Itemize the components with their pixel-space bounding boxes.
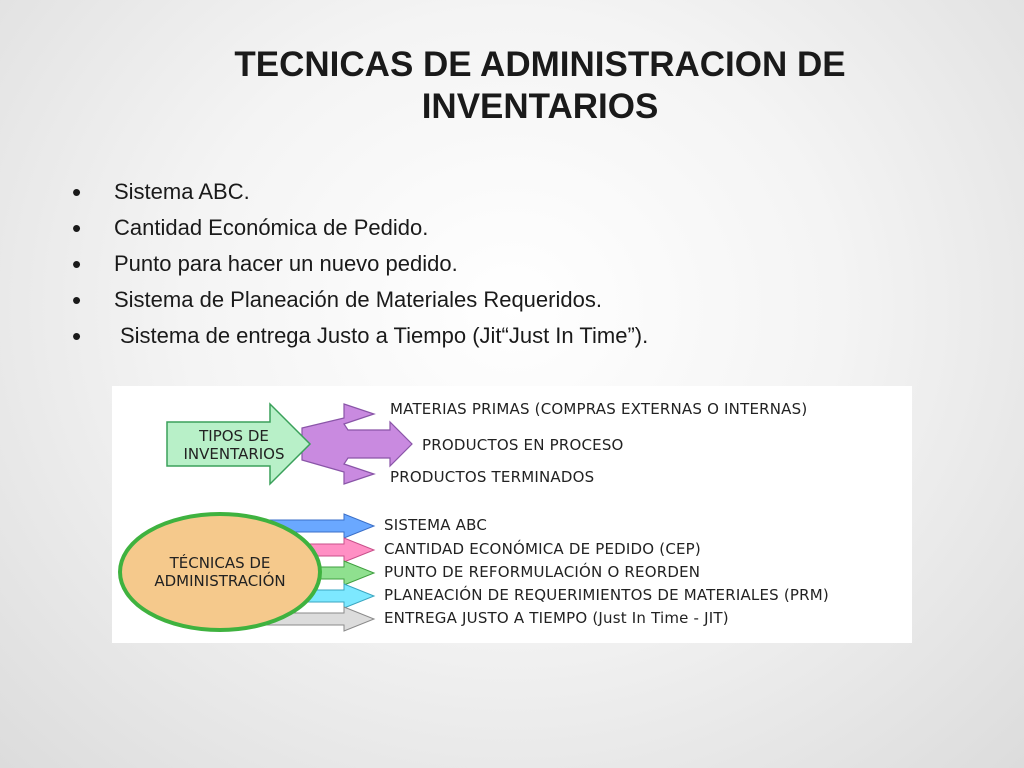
bullet-text: Sistema de Planeación de Materiales Requeridos. [114, 287, 602, 312]
inventory-diagram [112, 386, 912, 643]
tecnicas-item-reorden: PUNTO DE REFORMULACIÓN O REORDEN [384, 563, 701, 581]
bullet-dot: • [72, 321, 82, 351]
tipos-label-line-2: INVENTARIOS [183, 445, 285, 463]
tecnicas-label-line-2: ADMINISTRACIÓN [154, 572, 286, 590]
title-line-1: TECNICAS DE ADMINISTRACION DE [234, 45, 846, 84]
bullet-text: Sistema de entrega Justo a Tiempo (Jit“Just In Time”). [120, 323, 649, 348]
bullet-item [72, 282, 972, 318]
tecnicas-item-jit: ENTREGA JUSTO A TIEMPO (Just In Time - JIT) [384, 609, 729, 627]
tipos-label [170, 427, 298, 463]
diagram-graphics [112, 386, 912, 643]
title-line-2: INVENTARIOS [421, 87, 659, 126]
bullet-text: Punto para hacer un nuevo pedido. [114, 251, 458, 276]
tecnicas-item-prm: PLANEACIÓN DE REQUERIMIENTOS DE MATERIALES (PRM) [384, 586, 829, 604]
tecnicas-item-cep: CANTIDAD ECONÓMICA DE PEDIDO (CEP) [384, 540, 701, 558]
slide-title [160, 44, 920, 128]
tecnicas-item-abc: SISTEMA ABC [384, 516, 488, 534]
tipos-item-productos-proceso: PRODUCTOS EN PROCESO [422, 436, 624, 454]
bullet-item [72, 318, 972, 354]
tecnicas-label-line-1: TÉCNICAS DE [169, 554, 271, 572]
bullet-item [72, 246, 972, 282]
bullet-text: Sistema ABC. [114, 179, 250, 204]
tipos-label-line-1: TIPOS DE [199, 427, 269, 445]
bullet-item [72, 174, 972, 210]
bullet-item [72, 210, 972, 246]
bullet-dot: • [72, 285, 82, 315]
tipos-item-materias-primas: MATERIAS PRIMAS (COMPRAS EXTERNAS O INTERNAS) [390, 400, 808, 418]
bullet-text: Cantidad Económica de Pedido. [114, 215, 429, 240]
tecnicas-label [132, 554, 308, 590]
bullet-dot: • [72, 177, 82, 207]
bullet-list [72, 174, 972, 354]
bullet-dot: • [72, 213, 82, 243]
bullet-dot: • [72, 249, 82, 279]
tipos-item-productos-terminados: PRODUCTOS TERMINADOS [390, 468, 595, 486]
